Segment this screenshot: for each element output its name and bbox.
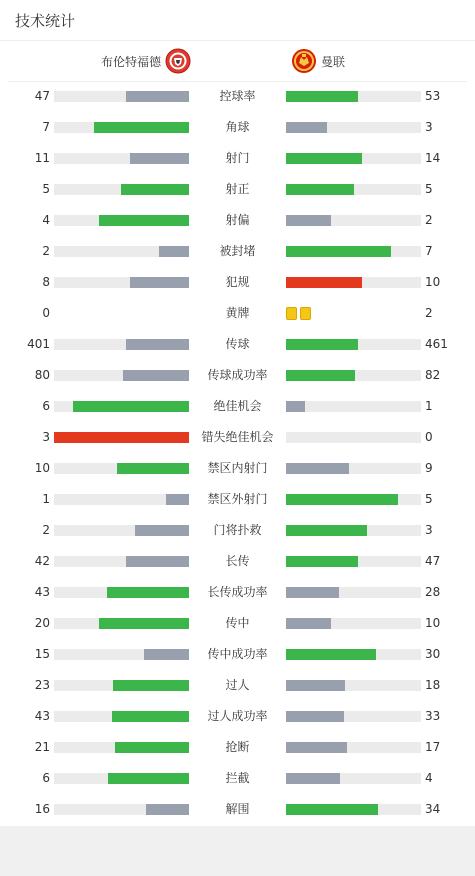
home-stat-bar [54,339,189,350]
home-stat-value: 20 [34,616,50,630]
home-stat-bar [54,618,189,629]
yellow-card-icon [286,307,297,320]
stat-row [0,732,475,763]
away-stat-bar-fill [286,649,376,660]
stat-row [0,484,475,515]
away-stat-bar [286,525,421,536]
home-stat-bar-fill [54,432,189,443]
away-stat-value: 14 [425,151,441,165]
away-stat-value: 33 [425,709,441,723]
stat-row [0,143,475,174]
away-stat-value: 7 [425,244,433,258]
home-stat-bar-fill [117,463,189,474]
away-stat-bar-fill [286,494,398,505]
home-stat-bar-fill [121,184,189,195]
home-stat-bar [54,370,189,381]
stat-label: 传球 [225,337,250,351]
away-stat-value: 461 [425,337,448,351]
stat-row [0,546,475,577]
away-stat-bar-fill [286,680,345,691]
page-title: 技术统计 [15,12,76,30]
home-stat-value: 2 [42,523,50,537]
home-stat-value: 3 [42,430,50,444]
stat-label: 拦截 [225,771,250,785]
stat-label: 过人 [225,678,250,692]
away-stat-value: 53 [425,89,441,103]
home-stat-bar [54,153,189,164]
home-stat-value: 8 [42,275,50,289]
stat-row [0,639,475,670]
stat-row [0,608,475,639]
brentford-crest-icon [165,48,191,74]
away-stat-value: 17 [425,740,441,754]
away-stat-bar [286,401,421,412]
away-stat-value: 5 [425,182,433,196]
stat-row [0,236,475,267]
away-stat-value: 10 [425,616,441,630]
away-team [291,49,345,73]
away-stat-bar [286,618,421,629]
away-stat-bar [286,184,421,195]
stat-row [0,112,475,143]
away-stat-bar [286,215,421,226]
stat-label: 被封堵 [219,244,256,258]
stat-label: 解围 [225,802,250,816]
away-stat-value: 5 [425,492,433,506]
home-stat-bar-fill [135,525,189,536]
stat-label: 犯规 [225,275,250,289]
home-stat-value: 5 [42,182,50,196]
home-stat-value: 42 [34,554,50,568]
home-stat-bar-fill [130,153,189,164]
away-stat-value: 10 [425,275,441,289]
away-stat-bar [286,463,421,474]
home-stat-value: 0 [42,306,50,320]
away-stat-value: 30 [425,647,441,661]
away-stat-bar-fill [286,804,378,815]
yellow-cards [286,307,311,320]
stat-label: 禁区外射门 [207,492,268,506]
home-stat-value: 23 [34,678,50,692]
home-stat-value: 6 [42,399,50,413]
away-stat-bar-fill [286,153,362,164]
home-stat-value: 1 [42,492,50,506]
manchester-united-crest-icon [291,48,317,74]
away-stat-bar-fill [286,339,358,350]
away-stat-bar [286,773,421,784]
away-stat-bar-fill [286,587,339,598]
away-stat-bar-fill [286,711,344,722]
stat-label: 传中 [225,616,250,630]
home-stat-value: 80 [34,368,50,382]
stat-label: 角球 [225,120,250,134]
yellow-card-icon [300,307,311,320]
home-stat-bar-fill [130,277,189,288]
stat-label: 绝佳机会 [213,399,262,413]
away-stat-bar [286,432,421,443]
stat-row [0,298,475,329]
home-stat-bar [54,91,189,102]
home-stat-bar [54,215,189,226]
away-team-name: 曼联 [321,54,346,69]
away-stat-bar [286,339,421,350]
home-stat-bar [54,246,189,257]
home-stat-bar [54,680,189,691]
home-stat-value: 43 [34,585,50,599]
stat-row [0,81,475,112]
away-stat-bar-fill [286,556,358,567]
away-stat-bar-fill [286,370,355,381]
home-stat-bar [54,525,189,536]
home-stat-bar-fill [166,494,189,505]
home-stat-bar [54,277,189,288]
stat-label: 禁区内射门 [207,461,268,475]
stat-row [0,391,475,422]
away-stat-bar [286,91,421,102]
stat-label: 传球成功率 [207,368,268,382]
away-stat-bar [286,649,421,660]
away-stat-bar-fill [286,463,349,474]
away-stat-bar [286,742,421,753]
away-stat-value: 18 [425,678,441,692]
home-stat-value: 15 [34,647,50,661]
away-stat-bar [286,804,421,815]
stat-label: 门将扑救 [213,523,262,537]
home-stat-bar-fill [99,618,189,629]
stat-label: 抢断 [225,740,250,754]
away-stat-bar-fill [286,277,362,288]
away-stat-bar-fill [286,401,305,412]
home-stat-bar-fill [123,370,189,381]
stat-label: 长传成功率 [207,585,268,599]
home-stat-value: 43 [34,709,50,723]
stat-row [0,763,475,794]
home-stat-bar-fill [115,742,189,753]
home-stat-value: 16 [34,802,50,816]
away-stat-bar [286,711,421,722]
away-stat-bar-fill [286,773,340,784]
home-stat-bar [54,804,189,815]
home-stat-bar-fill [159,246,189,257]
away-stat-bar [286,587,421,598]
stat-label: 过人成功率 [207,709,268,723]
home-stat-bar-fill [113,680,189,691]
home-stat-value: 47 [34,89,50,103]
home-stat-bar-fill [126,556,189,567]
away-stat-bar-fill [286,246,391,257]
away-stat-bar [286,277,421,288]
home-stat-bar-fill [112,711,189,722]
stat-row [0,670,475,701]
stat-row [0,453,475,484]
stat-row [0,267,475,298]
away-stat-bar [286,370,421,381]
away-stat-value: 4 [425,771,433,785]
stat-label: 射正 [225,182,250,196]
home-stat-bar [54,463,189,474]
away-stat-value: 3 [425,120,433,134]
home-stat-bar-fill [73,401,189,412]
home-stat-bar [54,742,189,753]
away-stat-bar [286,153,421,164]
away-stat-bar-fill [286,215,331,226]
away-stat-bar [286,246,421,257]
home-stat-value: 7 [42,120,50,134]
away-stat-value: 3 [425,523,433,537]
home-stat-value: 401 [27,337,50,351]
home-stat-bar-fill [126,339,189,350]
home-stat-bar [54,556,189,567]
stat-label: 长传 [225,554,250,568]
stat-label: 传中成功率 [207,647,268,661]
home-stat-bar [54,773,189,784]
away-stat-bar-fill [286,525,367,536]
stat-row [0,794,475,825]
home-stat-bar [54,587,189,598]
stat-label: 控球率 [219,89,256,103]
away-stat-value: 2 [425,213,433,227]
home-stat-bar [54,401,189,412]
stat-label: 射门 [225,151,250,165]
away-stat-bar [286,122,421,133]
home-stat-bar [54,122,189,133]
stat-row [0,329,475,360]
away-stat-bar-fill [286,618,331,629]
home-stat-bar-fill [94,122,189,133]
stat-row [0,577,475,608]
stat-row [0,515,475,546]
away-stat-value: 47 [425,554,441,568]
home-stat-value: 6 [42,771,50,785]
stat-label: 错失绝佳机会 [201,430,274,444]
stat-row [0,174,475,205]
home-stat-bar [54,494,189,505]
home-team [101,49,191,73]
away-stat-bar [286,680,421,691]
home-team-name: 布伦特福德 [100,54,161,69]
away-stat-value: 34 [425,802,441,816]
home-stat-value: 21 [34,740,50,754]
away-stat-bar [286,556,421,567]
teams-header [0,41,475,81]
away-stat-bar-fill [286,184,354,195]
away-stat-value: 1 [425,399,433,413]
home-stat-bar [54,649,189,660]
home-stat-value: 10 [34,461,50,475]
home-stat-bar-fill [146,804,189,815]
home-stat-value: 2 [42,244,50,258]
away-stat-value: 2 [425,306,433,320]
home-stat-value: 11 [34,151,50,165]
home-stat-bar [54,184,189,195]
away-stat-value: 9 [425,461,433,475]
home-stat-bar-fill [99,215,189,226]
home-stat-bar-fill [126,91,189,102]
stat-row [0,422,475,453]
home-stat-bar-fill [144,649,189,660]
stat-label: 黄牌 [225,306,250,320]
home-stat-value: 4 [42,213,50,227]
away-stat-bar [286,494,421,505]
away-stat-value: 0 [425,430,433,444]
stat-row [0,360,475,391]
away-stat-value: 28 [425,585,441,599]
stat-row [0,701,475,732]
away-stat-value: 82 [425,368,441,382]
home-stat-bar-fill [107,587,189,598]
stat-label: 射偏 [225,213,250,227]
home-stat-bar [54,711,189,722]
away-stat-bar-fill [286,742,347,753]
away-stat-bar-fill [286,91,358,102]
stat-row [0,205,475,236]
away-stat-bar-fill [286,122,327,133]
home-stat-bar [54,432,189,443]
home-stat-bar-fill [108,773,189,784]
